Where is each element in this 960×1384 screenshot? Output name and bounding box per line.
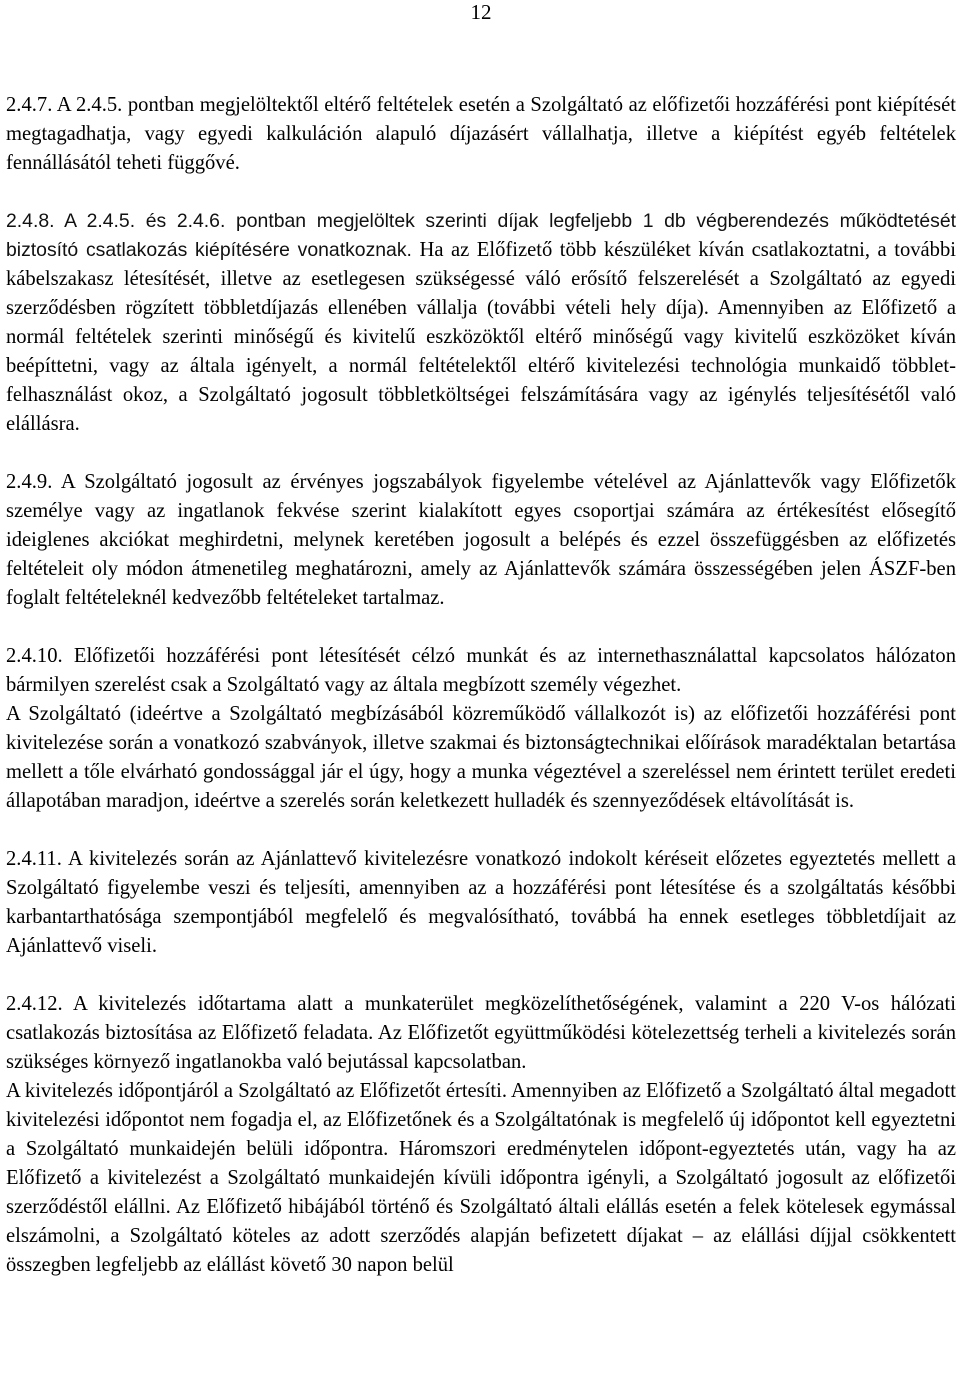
- page-number: 12: [470, 0, 492, 24]
- paragraph-2-4-8-intro: 2.4.8. A 2.4.5. és 2.4.6. pontban megjelöltek szerinti díjak legfeljebb 1 db végberendezés működtetését biztosító csatlakozás kiépítésére vonatkoznak. Ha az Előfizető több készüléket kíván csatlakoztatni, a további kábelszakasz létesítését, illetve az esetlegesen szükségessé váló erősítő felszerelését a Szolgáltató az egyedi szerződésben rögzített többletdíjazás ellenében vállalja (további vételi hely díja). Amennyiben az Előfizető a normál feltételek szerinti minőségű és kivitelű eszközöktől eltérő minőségű vagy kivitelű eszközöket kíván beépíttetni, vagy az általa igényelt, a normál feltételektől eltérő kivitelezési technológia munkaidő többlet-felhasználást okoz, a Szolgáltató jogosult többletköltségei felszámítására vagy az igénylés teljesítésétől való elállásra.: [6, 210, 956, 435]
- document-body: [6, 91, 956, 1280]
- paragraph-2-4-10: 2.4.10. Előfizetői hozzáférési pont létesítését célzó munkát és az internethasználattal kapcsolatos hálózaton bármilyen szerelést csak a Szolgáltató vagy az általa megbízott személy végezhet.: [6, 645, 956, 696]
- paragraph-2-4-12: 2.4.12. A kivitelezés időtartama alatt a munkaterület megközelíthetőségének, valamint a 220 V-os hálózati csatlakozás biztosítása az Előfizető feladata. Az Előfizetőt együttműködési kötelezettség terheli a kivitelezés során szükséges környező ingatlanokba való bejutással kapcsolatban.: [6, 993, 956, 1073]
- paragraph-2-4-12-continued: A kivitelezés időpontjáról a Szolgáltató az Előfizetőt értesíti. Amennyiben az Előfizető a Szolgáltató által megadott kivitelezési időpontot nem fogadja el, az Előfizetőnek és a Szolgáltatónak is megfelelő új időpontot kell egyeztetni a Szolgáltató munkaidején belüli időpontra. Háromszori eredménytelen időpont-egyeztetés után, vagy ha az Előfizető a kivitelezést a Szolgáltató munkaidején kívüli időpontra igényli, a Szolgáltató jogosult az előfizetői szerződéstől elállni. Az Előfizető hibájából történő és Szolgáltató általi elállás esetén a felek kötelesek egymással elszámolni, a Szolgáltató köteles az adott szerződés alapján befizetett díjakat – az elállási díjjal csökkentett összegben legfeljebb az elállást követő 30 napon belül: [6, 1080, 956, 1276]
- paragraph-2-4-7: 2.4.7. A 2.4.5. pontban megjelöltektől eltérő feltételek esetén a Szolgáltató az előfizetői hozzáférési pont kiépítését megtagadhatja, vagy egyedi kalkuláción alapuló díjazásért vállalhatja, illetve a kiépítést egyéb feltételek fennállásától teheti függővé.: [6, 94, 956, 174]
- paragraph-2-4-11: 2.4.11. A kivitelezés során az Ajánlattevő kivitelezésre vonatkozó indokolt kéréseit előzetes egyeztetés mellett a Szolgáltató figyelembe veszi és teljesíti, amennyiben az a hozzáférési pont létesítése és a szolgáltatás későbbi karbantarthatósága szempontjából megfelelő és megvalósítható, továbbá ha ennek esetleges többletdíjait az Ajánlattevő viseli.: [6, 848, 956, 957]
- paragraph-2-4-8-continuation: Ha az Előfizető több készüléket kíván csatlakoztatni, a további kábelszakasz létesítését, illetve az esetlegesen szükségessé váló erősítő felszerelését a Szolgáltató az egyedi szerződésben rögzített többletdíjazás ellenében vállalja (további vételi hely díja). Amennyiben az Előfizető a normál feltételek szerinti minőségű és kivitelű eszközöktől eltérő minőségű vagy kivitelű eszközöket kíván beépíttetni, vagy az általa igényelt, a normál feltételektől eltérő kivitelezési technológia munkaidő többlet-felhasználást okoz, a Szolgáltató jogosult többletköltségei felszámítására vagy az igénylés teljesítésétől való elállásra.: [6, 239, 956, 435]
- paragraph-2-4-10-continued: A Szolgáltató (ideértve a Szolgáltató megbízásából közreműködő vállalkozót is) az előfizetői hozzáférési pont kivitelezése során a vonatkozó szabványok, illetve szakmai és biztonságtechnikai előírások maradéktalan betartása mellett a tőle elvárható gondossággal jár el úgy, hogy a munka végeztével a szereléssel nem érintett terület eredeti állapotában maradjon, ideértve a szerelés során keletkezett hulladék és szennyeződések eltávolítását is.: [6, 703, 956, 812]
- paragraph-2-4-9: 2.4.9. A Szolgáltató jogosult az érvényes jogszabályok figyelembe vételével az Ajánlattevők vagy Előfizetők személye vagy az ingatlanok fekvése szerint kialakított egyes csoportjai számára az értékesítést elősegítő ideiglenes akciókat meghirdetni, melynek keretében jogosult a belépés és ezzel összefüggésben az előfizetés feltételeit oly módon átmenetileg meghatározni, amely az Ajánlattevők számára összességében jelen ÁSZF-ben foglalt feltételeknél kedvezőbb feltételeket tartalmaz.: [6, 471, 956, 609]
